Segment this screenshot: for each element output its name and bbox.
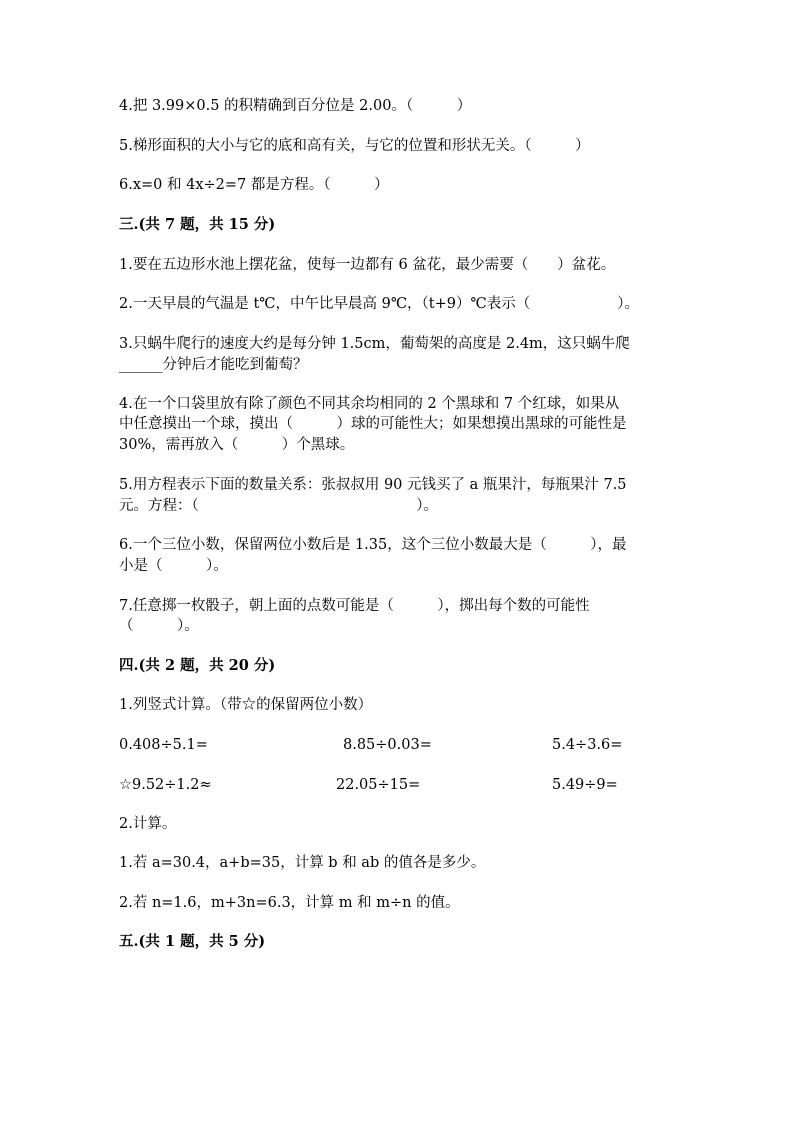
judge-question-4: 4.把 3.99×0.5 的积精确到百分位是 2.00。（ ） xyxy=(119,98,472,114)
calc-question-2-title: 2.计算。 xyxy=(119,816,177,832)
fill-question-4-line-2: 中任意摸出一个球，摸出（ ）球的可能性大；如果想摸出黑球的可能性是 xyxy=(119,416,627,432)
calc-item-5: 22.05÷15= xyxy=(336,777,421,793)
calc-item-4: ☆9.52÷1.2≈ xyxy=(119,777,212,793)
fill-question-6-line-2: 小是（ ）。 xyxy=(119,558,228,574)
fill-question-6-line-1: 6.一个三位小数，保留两位小数后是 1.35，这个三位小数最大是（ ），最 xyxy=(119,537,627,553)
fill-question-5-line-2: 元。方程：（ ）。 xyxy=(119,498,438,514)
fill-question-4-line-3: 30%，需再放入（ ）个黑球。 xyxy=(119,437,355,453)
calc-item-1: 0.408÷5.1= xyxy=(119,737,208,753)
fill-question-7-line-2: （ ）。 xyxy=(119,618,199,634)
judge-question-6: 6.x=0 和 4x÷2=7 都是方程。（ ） xyxy=(119,177,389,193)
fill-question-3-line-2: ______分钟后才能吃到葡萄？ xyxy=(119,357,308,373)
fill-question-2: 2.一天早晨的气温是 t℃，中午比早晨高 9℃，（t+9）℃表示（ ）。 xyxy=(119,296,639,312)
fill-question-7-line-1: 7.任意掷一枚骰子，朝上面的点数可能是（ ），掷出每个数的可能性 xyxy=(119,598,590,614)
calc-question-2-sub-1: 1.若 a=30.4，a+b=35，计算 b 和 ab 的值各是多少。 xyxy=(119,855,486,871)
section-3-title: 三.(共 7 题，共 15 分) xyxy=(119,216,276,233)
fill-question-4-line-1: 4.在一个口袋里放有除了颜色不同其余均相同的 2 个黑球和 7 个红球，如果从 xyxy=(119,396,620,412)
fill-question-3-line-1: 3.只蜗牛爬行的速度大约是每分钟 1.5cm，葡萄架的高度是 2.4m，这只蜗牛爬 xyxy=(119,336,630,352)
calc-question-2-sub-2: 2.若 n=1.6，m+3n=6.3，计算 m 和 m÷n 的值。 xyxy=(119,895,460,911)
fill-question-1: 1.要在五边形水池上摆花盆，使每一边都有 6 盆花，最少需要（ ）盆花。 xyxy=(119,257,616,273)
section-4-title: 四.(共 2 题，共 20 分) xyxy=(119,657,276,674)
fill-question-5-line-1: 5.用方程表示下面的数量关系：张叔叔用 90 元钱买了 a 瓶果汁，每瓶果汁 7.5 xyxy=(119,477,627,493)
section-5-title: 五.(共 1 题，共 5 分) xyxy=(119,933,266,950)
calc-item-3: 5.4÷3.6= xyxy=(552,737,623,753)
calc-item-6: 5.49÷9= xyxy=(552,777,618,793)
judge-question-5: 5.梯形面积的大小与它的底和高有关，与它的位置和形状无关。（ ） xyxy=(119,138,590,154)
calc-item-2: 8.85÷0.03= xyxy=(343,737,432,753)
calc-question-1-title: 1.列竖式计算。（带☆的保留两位小数） xyxy=(119,697,373,713)
